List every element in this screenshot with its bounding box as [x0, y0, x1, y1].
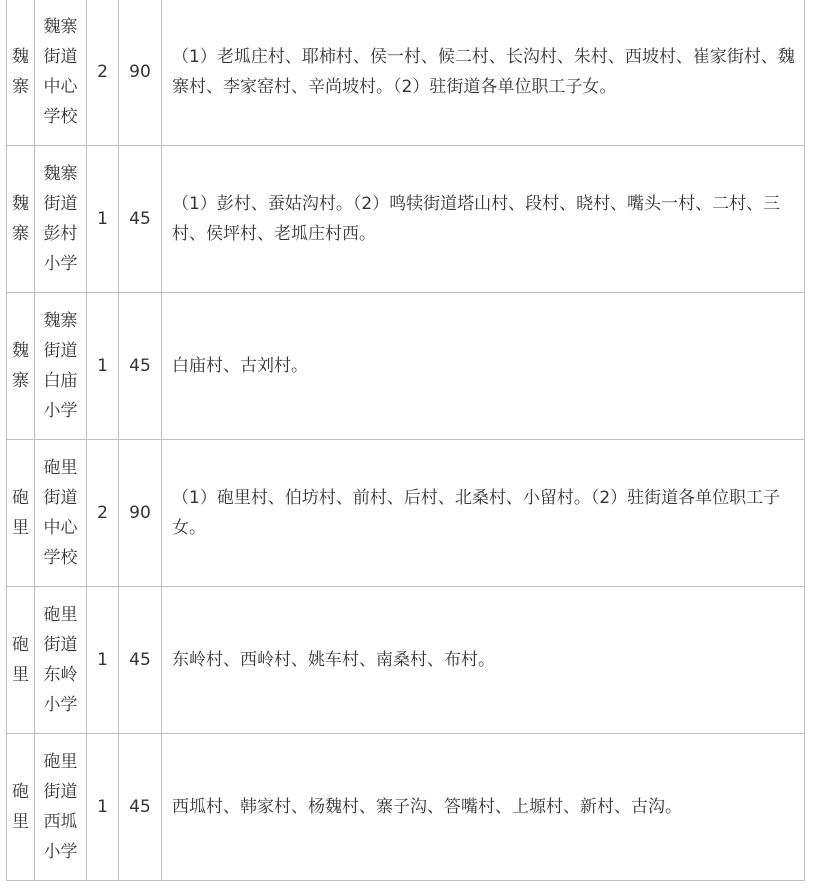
district-cell [7, 293, 35, 440]
seats-cell: 90 [119, 440, 162, 587]
table-row [7, 734, 805, 881]
area-text: （1）老坬庄村、耶柿村、侯一村、候二村、长沟村、朱村、西坡村、崔家街村、魏寨村、李家窑村、辛尚坡村。（2）驻街道各单位职工子女。 [172, 47, 795, 97]
school-name: 砲里街道中心学校 [43, 458, 78, 568]
classes-cell: 1 [87, 293, 119, 440]
district-text: 砲里 [12, 635, 29, 685]
school-district-table [6, 0, 805, 881]
area-text: （1）砲里村、伯坊村、前村、后村、北桑村、小留村。（2）驻街道各单位职工子女。 [172, 488, 781, 538]
area-cell [162, 734, 805, 881]
table-row [7, 440, 805, 587]
district-text: 砲里 [12, 488, 29, 538]
area-cell [162, 293, 805, 440]
classes-cell: 2 [87, 0, 119, 146]
school-cell [35, 293, 87, 440]
seats-cell: 90 [119, 0, 162, 146]
classes-cell: 2 [87, 440, 119, 587]
area-text: 东岭村、西岭村、姚车村、南桑村、布村。 [172, 650, 495, 670]
district-cell [7, 0, 35, 146]
table-row [7, 587, 805, 734]
district-text: 砲里 [12, 782, 29, 832]
district-cell [7, 587, 35, 734]
area-cell [162, 146, 805, 293]
district-text: 魏寨 [12, 194, 29, 244]
school-name: 砲里街道西坬小学 [43, 752, 78, 862]
table-row [7, 146, 805, 293]
school-name: 魏寨街道白庙小学 [43, 311, 78, 421]
seats-cell: 45 [119, 587, 162, 734]
table-row [7, 0, 805, 146]
classes-cell: 1 [87, 146, 119, 293]
table-row [7, 293, 805, 440]
area-text: 西坬村、韩家村、杨魏村、寨子沟、答嘴村、上塬村、新村、古沟。 [172, 797, 682, 817]
seats-cell: 45 [119, 146, 162, 293]
school-name: 魏寨街道彭村小学 [43, 164, 78, 274]
school-name: 魏寨街道中心学校 [43, 17, 78, 127]
area-text: （1）彭村、蚕姑沟村。（2）鸣犊街道塔山村、段村、晓村、嘴头一村、二村、三村、侯坪村、老坬庄村西。 [172, 194, 781, 244]
area-text: 白庙村、古刘村。 [172, 356, 308, 376]
classes-cell: 1 [87, 587, 119, 734]
seats-cell: 45 [119, 734, 162, 881]
school-name: 砲里街道东岭小学 [43, 605, 78, 715]
district-cell [7, 734, 35, 881]
school-cell [35, 0, 87, 146]
classes-cell: 1 [87, 734, 119, 881]
school-cell [35, 734, 87, 881]
district-text: 魏寨 [12, 341, 29, 391]
seats-cell: 45 [119, 293, 162, 440]
area-cell [162, 440, 805, 587]
school-cell [35, 440, 87, 587]
district-cell [7, 440, 35, 587]
area-cell [162, 0, 805, 146]
school-cell [35, 146, 87, 293]
district-cell [7, 146, 35, 293]
area-cell [162, 587, 805, 734]
school-cell [35, 587, 87, 734]
district-text: 魏寨 [12, 47, 29, 97]
